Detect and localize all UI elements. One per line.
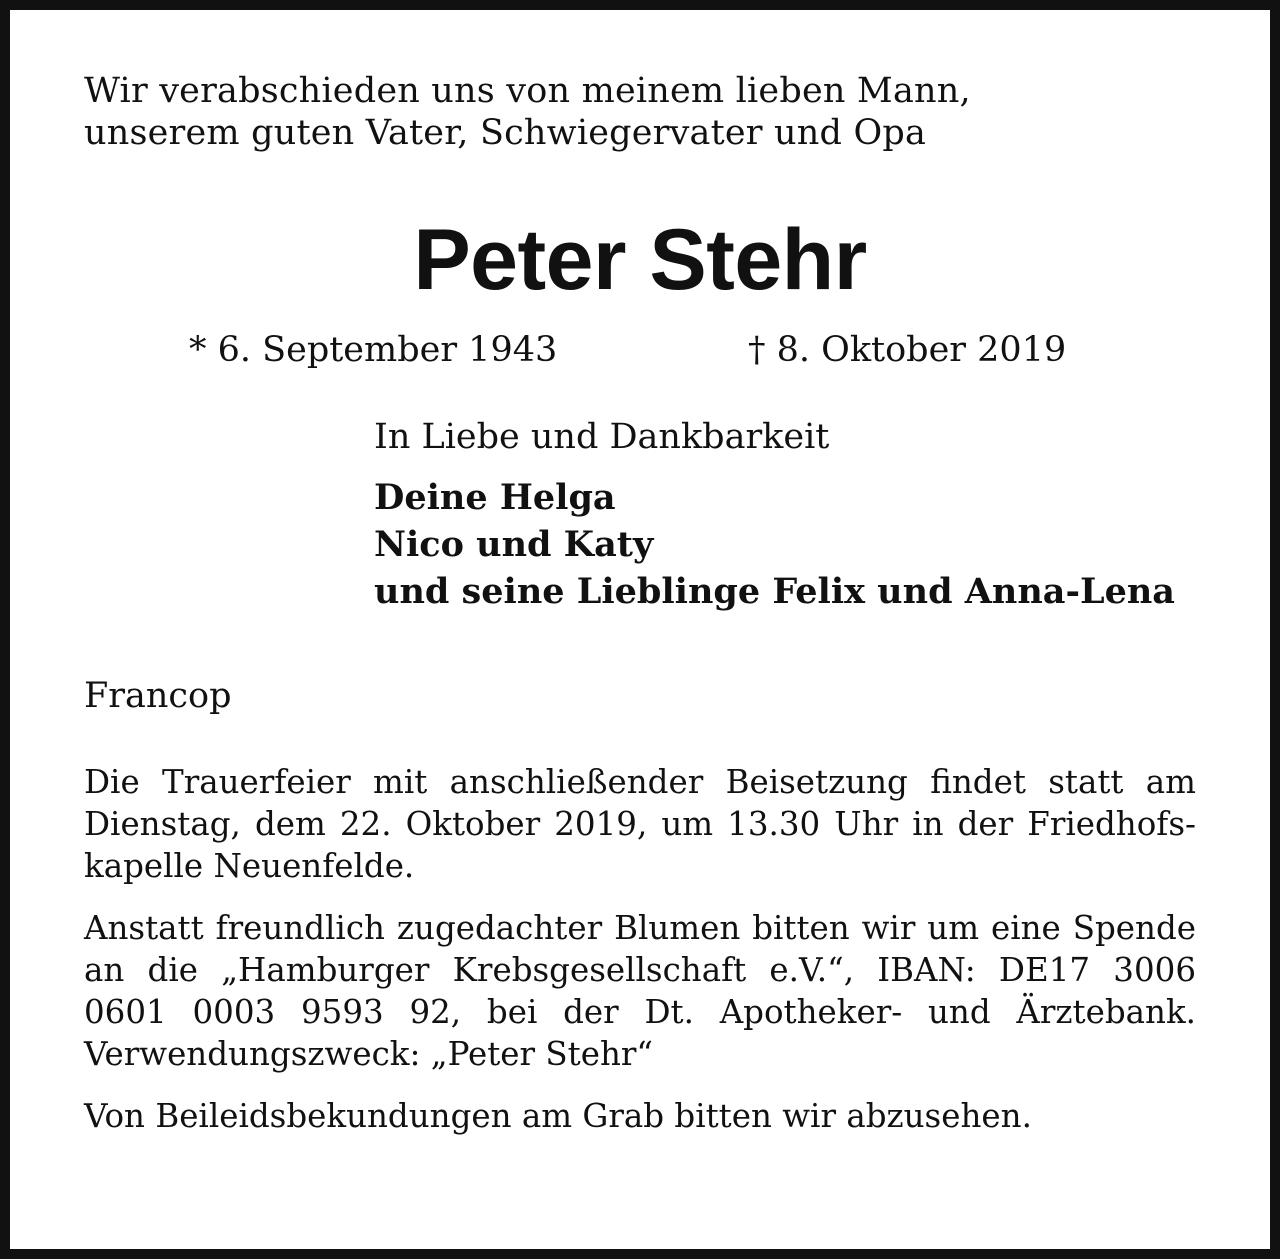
intro-line: unserem guten Vater, Schwiegervater und Opa bbox=[84, 113, 927, 153]
donation-info-paragraph: Anstatt freundlich zugedachter Blumen bitten wir um eine Spende an die „Hamburger Krebsgesellschaft e.V.“, IBAN: DE17 3006 0601 0003 9593 92, bei der Dt. Apotheker- und Ärztebank. Verwendungszweck: „Peter Stehr“ bbox=[84, 909, 1196, 1073]
funeral-info-paragraph: Die Trauerfeier mit anschließender Beisetzung findet statt am Dienstag, dem 22. Oktober 2019, um 13.30 Uhr in der Friedhofskapelle Neuenfelde. bbox=[84, 763, 1196, 885]
signer-line: Nico und Katy bbox=[374, 524, 654, 565]
deceased-name: Peter Stehr bbox=[413, 212, 867, 308]
signers-list bbox=[374, 474, 1196, 615]
condolence-note-paragraph: Von Beileidsbekundungen am Grab bitten wir abzusehen. bbox=[84, 1097, 1032, 1135]
life-dates bbox=[84, 326, 1196, 374]
birth-date: * 6. September 1943 bbox=[189, 330, 558, 370]
death-date: † 8. Oktober 2019 bbox=[748, 330, 1067, 370]
signer-line: und seine Lieblinge Felix und Anna-Lena bbox=[374, 571, 1175, 612]
signoff-text: In Liebe und Dankbarkeit bbox=[374, 417, 830, 457]
intro-text bbox=[84, 70, 1196, 154]
place-name: Francop bbox=[84, 676, 232, 716]
signer-line: Deine Helga bbox=[374, 477, 616, 518]
intro-line: Wir verabschieden uns von meinem lieben Mann, bbox=[84, 71, 971, 111]
obituary-notice bbox=[84, 70, 1196, 1137]
